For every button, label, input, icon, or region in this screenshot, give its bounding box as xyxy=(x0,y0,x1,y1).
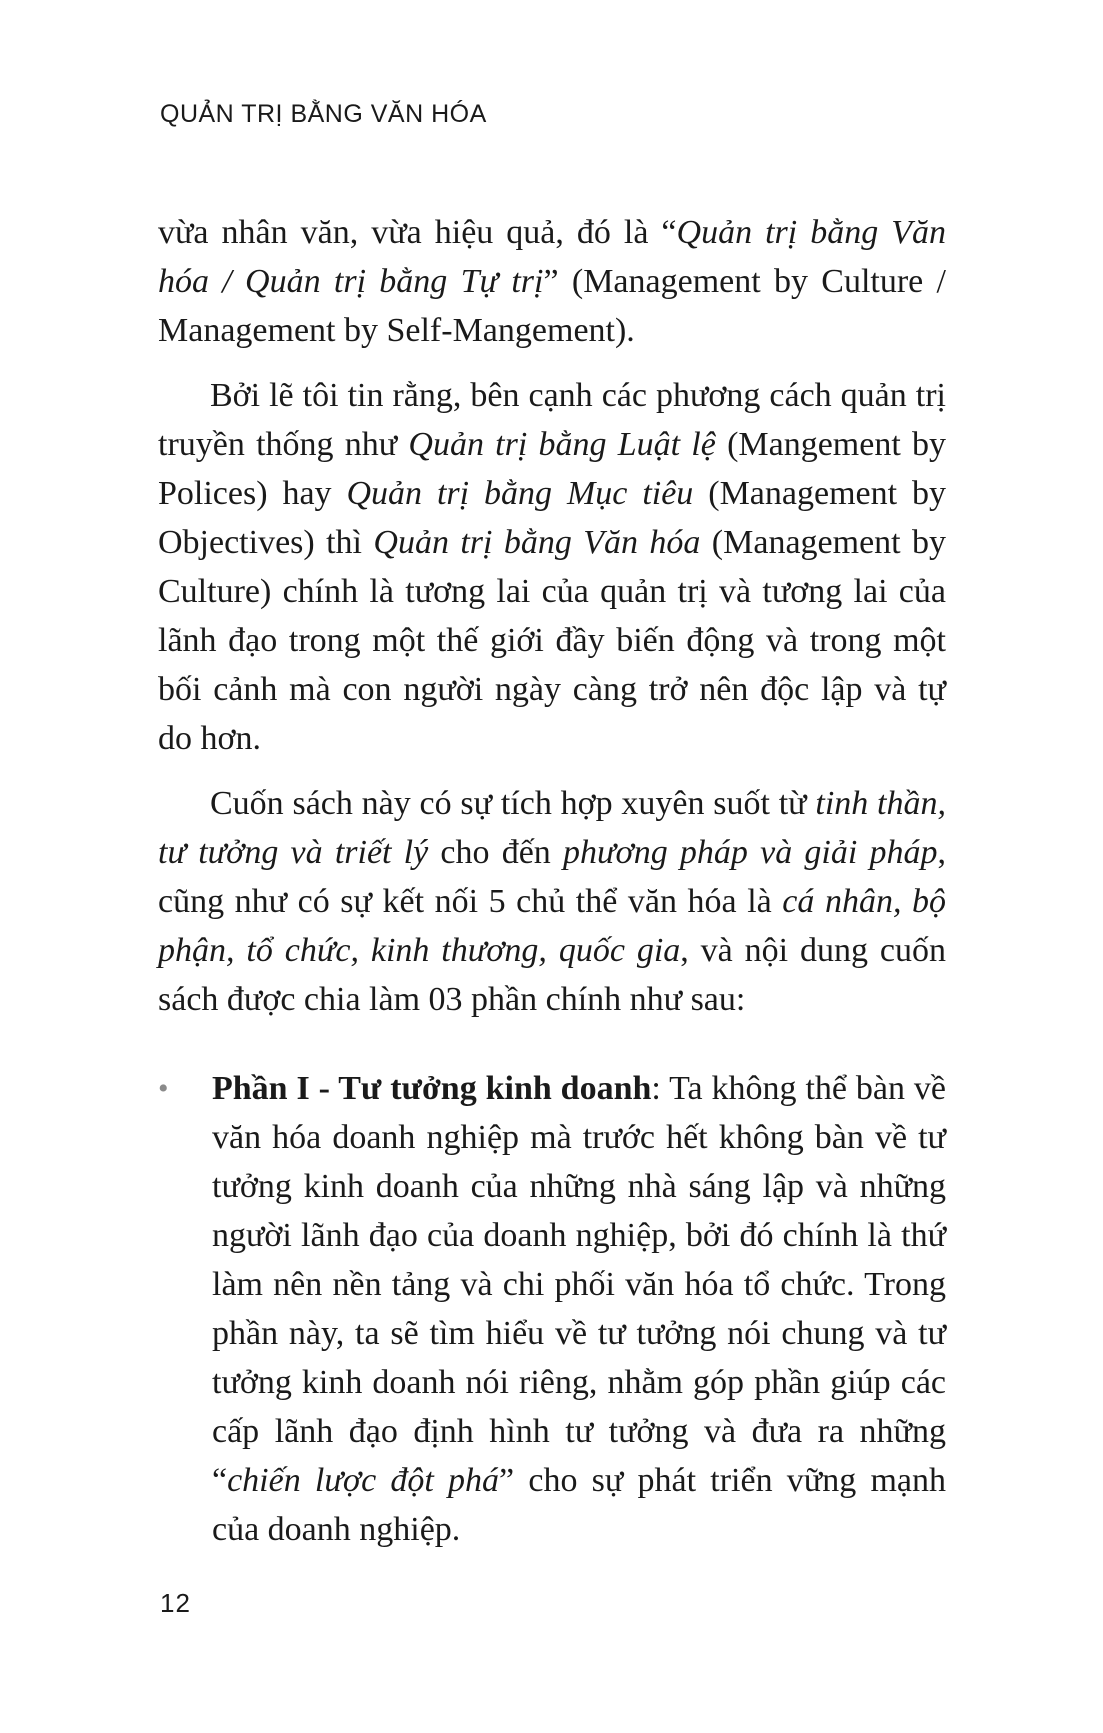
bullet-icon: • xyxy=(158,1072,169,1105)
section-list xyxy=(158,1064,946,1554)
text-segment-italic: cá nhân, bộ phận, tổ chức, kinh thương, quốc gia xyxy=(158,883,947,969)
text-segment: , và nội dung cuốn sách được chia làm 03 phần chính như sau: xyxy=(158,932,946,1018)
text-segment: Bởi lẽ tôi tin rằng, bên cạnh các phương cách quản trị truyền thống như xyxy=(158,377,946,463)
text-segment: ” cho sự phát triển vững mạnh của doanh nghiệp. xyxy=(212,1462,946,1548)
text-segment: (Management by Culture) chính là tương lai của quản trị và tương lai của lãnh đạo trong một thế giới đầy biến động và trong một bối cảnh mà con người ngày càng trở nên độc lập và tự do hơn. xyxy=(158,524,946,757)
text-segment: ” (Management by Culture / Management by Self-Mangement). xyxy=(158,263,946,349)
text-segment-italic: phương pháp và giải pháp xyxy=(563,834,938,871)
text-segment-italic: Quản trị bằng Luật lệ xyxy=(408,426,716,463)
page-number: 12 xyxy=(160,1588,191,1618)
text-segment: Cuốn sách này có sự tích hợp xuyên suốt từ xyxy=(210,785,816,822)
paragraph-1 xyxy=(158,208,946,355)
paragraph-3 xyxy=(158,779,946,1024)
running-header-title: QUẢN TRỊ BẰNG VĂN HÓA xyxy=(160,100,487,128)
text-segment: (Management by Objectives) thì xyxy=(158,475,946,561)
text-segment: cho đến xyxy=(428,834,564,871)
list-item-part-1 xyxy=(158,1064,946,1554)
text-segment-italic: chiến lược đột phá xyxy=(227,1462,500,1499)
text-segment: (Mangement by Polices) hay xyxy=(158,426,946,512)
text-segment-italic: Quản trị bằng Văn hóa xyxy=(373,524,701,561)
paragraph-2 xyxy=(158,371,946,763)
text-segment-italic: tinh thần, tư tưởng và triết lý xyxy=(158,785,946,871)
text-segment-bold: Phần I - Tư tưởng kinh doanh xyxy=(212,1070,652,1107)
body-text xyxy=(158,208,946,1554)
text-segment-italic: Quản trị bằng Văn hóa / Quản trị bằng Tự trị xyxy=(158,214,946,300)
text-segment: : Ta không thể bàn về văn hóa doanh nghiệp mà trước hết không bàn về tư tưởng kinh doanh của những nhà sáng lập và những người lãnh đạo của doanh nghiệp, bởi đó chính là thứ làm nên nền tảng và chi phối văn hóa tổ chức. Trong phần này, ta sẽ tìm hiểu về tư tưởng nói chung và tư tưởng kinh doanh nói riêng, nhằm góp phần giúp các cấp lãnh đạo định hình tư tưởng và đưa ra những “ xyxy=(212,1070,946,1499)
text-segment: vừa nhân văn, vừa hiệu quả, đó là “ xyxy=(158,214,677,251)
text-segment: , cũng như có sự kết nối 5 chủ thể văn hóa là xyxy=(158,834,946,920)
text-segment-italic: Quản trị bằng Mục tiêu xyxy=(346,475,694,512)
